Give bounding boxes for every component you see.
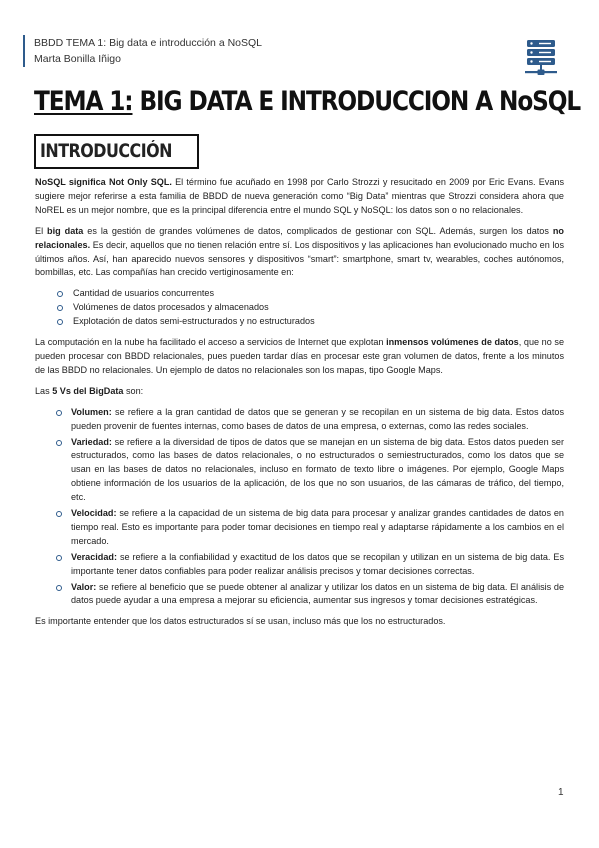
list-item <box>35 406 564 434</box>
definition: se refiere al beneficio que se puede obtener al analizar y utilizar los datos en un sistema de big data. El análisis de datos puede ayudar a una empresa a mejorar su eficiencia, aumentar sus ingresos y tomar decisiones estratégicas. <box>71 581 564 606</box>
running-header <box>23 35 262 67</box>
title-topic-name: BIG DATA E INTRODUCCION A NoSQL <box>132 86 581 117</box>
list-item: Cantidad de usuarios concurrentes <box>35 287 564 301</box>
definition: se refiere a la gran cantidad de datos que se generan y se recopilan en un sistema de big data. Estos datos pueden provenir de fuentes internas, como bases de datos de una empresa, o externas, como las redes sociales. <box>71 406 564 431</box>
header-course-title: BBDD TEMA 1: Big data e introducción a NoSQL <box>34 37 263 49</box>
paragraph-5vs-intro <box>35 385 564 399</box>
section-heading: INTRODUCCIÓN <box>40 141 172 162</box>
page-title <box>34 86 580 117</box>
list-item: Explotación de datos semi-estructurados y no estructurados <box>35 315 564 329</box>
paragraph-big-data <box>35 225 564 281</box>
text: es la gestión de grandes volúmenes de datos, complicados de gestionar con SQL. Además, surgen los datos <box>83 225 553 236</box>
list-item <box>35 551 564 579</box>
page-number: 1 <box>558 787 564 798</box>
definition: se refiere a la confiabilidad y exactitud de los datos que se recopilan y utilizan en un sistema de big data. Es importante tener datos confiables para poder realizar análisis precisos y tomar decisiones correctas. <box>71 551 564 576</box>
header-author: Marta Bonilla Iñigo <box>34 53 121 65</box>
section-heading-box <box>34 134 199 169</box>
bold-text: inmensos volúmenes de datos <box>386 337 519 348</box>
bold-text: NoSQL significa Not Only SQL. <box>35 177 172 187</box>
paragraph-cloud <box>35 336 564 378</box>
term: Variedad: <box>71 436 112 447</box>
term: Velocidad: <box>71 508 117 519</box>
text: Es decir, aquellos que no tienen relación entre sí. Los dispositivos y las aplicaciones han evolucionado mucho en los últimos años. Así, han aparecido nuevos sensores y dispositivos “smart”: smartphone, smart tv, wearables, coches autónomos, bombillas, etc. Las compañías han crecido vertiginosamente en: <box>35 239 564 278</box>
list-item <box>35 436 564 506</box>
list-item <box>35 507 564 549</box>
bold-text: big data <box>47 225 84 236</box>
text: , que no se pueden procesar con BBDD relacionales, pues pueden tardar días en procesar este gran volumen de datos, frente a los minutos de las BBDD no relacionales. Un ejemplo de datos no relacionales son los mapas, tipo Google Maps. <box>35 337 564 375</box>
definition: se refiere a la diversidad de tipos de datos que se manejan en un sistema de big data. Estos datos pueden ser estructurados, como las bases de datos relacionales, o no estructurados o semiestructurados, como los datos que se usan en las bases de datos no relacionales, incluso en formato de texto libre o imágenes. Por ejemplo, Google Maps obtiene información de los usuarios de la aplicación, de los que no son usuarios, de las cámaras de tráfico, del tiempo, etc. <box>71 436 564 503</box>
text: La computación en la nube ha facilitado el acceso a servicios de Internet que explotan <box>35 337 387 348</box>
text: son: <box>123 385 144 396</box>
term: Veracidad: <box>71 551 117 562</box>
paragraph-closing: Es importante entender que los datos estructurados sí se usan, incluso más que los no estructurados. <box>35 616 446 627</box>
database-server-icon <box>525 40 557 76</box>
list-item: Volúmenes de datos procesados y almacenados <box>35 301 564 315</box>
term: Volumen: <box>71 406 112 417</box>
text: El <box>35 225 48 236</box>
paragraph-nosql <box>35 176 564 218</box>
growth-list <box>35 287 564 329</box>
document-body <box>35 176 564 636</box>
bold-text: 5 Vs del BigData <box>52 385 124 396</box>
term: Valor: <box>71 581 97 592</box>
five-vs-list <box>35 406 564 609</box>
definition: se refiere a la capacidad de un sistema de big data para procesar y analizar grandes cantidades de datos en tiempo real. Esto es importante para poder tomar decisiones en tiempo real y adaptarse rápidamente a los cambios en el mercado. <box>71 508 564 546</box>
text: Las <box>35 385 53 396</box>
text: El término fue acuñado en 1998 por Carlo Strozzi y resucitado en 2009 por Eric Evans. Evans sugiere mejor referirse a esta familia de BBDD de nueva generación como “Big Data” mientras que Strozzi considera ahora que NoREL es un mejor nombre, que es la principal diferencia entre el mundo SQL y NoSQL: los datos son o no relacionales. <box>35 177 564 215</box>
title-topic-number: TEMA 1: <box>34 86 133 117</box>
bold-text: no relacionales. <box>35 225 564 250</box>
list-item <box>35 581 564 609</box>
